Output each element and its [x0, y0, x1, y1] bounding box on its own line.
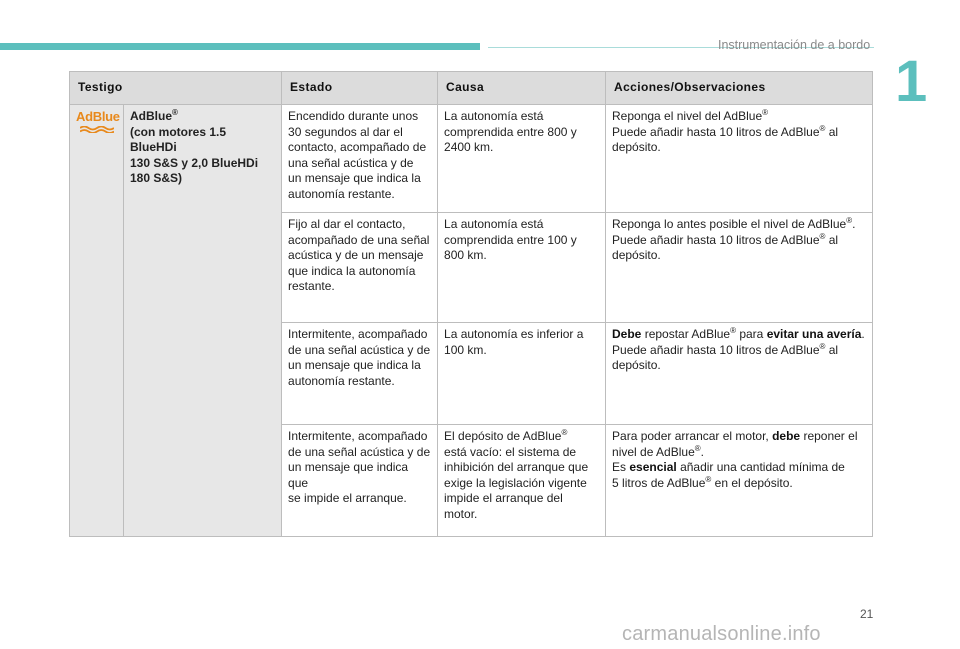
chapter-number: 1 [895, 49, 928, 114]
estado-cell: Intermitente, acompañado de una señal acústica y de un mensaje que indica la autonomía restante. [282, 323, 438, 425]
watermark: carmanualsonline.info [622, 623, 821, 645]
estado-cell: Encendido durante unos 30 segundos al dar el contacto, acompañado de una señal acústica y de un mensaje que indica la autonomía restante. [282, 105, 438, 213]
acciones-cell: Reponga el nivel del AdBlue® Puede añadir hasta 10 litros de AdBlue® al depósito. [606, 105, 873, 213]
adblue-icon-label: AdBlue [76, 109, 120, 124]
section-title: Instrumentación de a bordo [718, 38, 871, 52]
causa-cell: La autonomía es inferior a 100 km. [438, 323, 606, 425]
column-header-causa: Causa [438, 72, 606, 105]
indicator-name: AdBlue® (con motores 1.5 BlueHDi 130 S&S y 2,0 BlueHDi 180 S&S) [124, 105, 282, 537]
table-header-row [70, 72, 873, 105]
acciones-cell: Debe repostar AdBlue® para evitar una avería. Puede añadir hasta 10 litros de AdBlue® al depósito. [606, 323, 873, 425]
causa-cell: La autonomía está comprendida entre 800 y 2400 km. [438, 105, 606, 213]
acciones-cell: Reponga lo antes posible el nivel de AdBlue®. Puede añadir hasta 10 litros de AdBlue® al depósito. [606, 213, 873, 323]
header-accent-bar [0, 43, 480, 50]
causa-cell: La autonomía está comprendida entre 100 y 800 km. [438, 213, 606, 323]
wave-icon [80, 126, 114, 133]
estado-cell: Intermitente, acompañado de una señal acústica y de un mensaje que indica que se impide el arranque. [282, 425, 438, 537]
warning-lights-table [69, 71, 873, 537]
acciones-cell: Para poder arrancar el motor, debe reponer el nivel de AdBlue®. Es esencial añadir una cantidad mínima de 5 litros de AdBlue® en el depósito. [606, 425, 873, 537]
column-header-testigo: Testigo [70, 72, 282, 105]
estado-cell: Fijo al dar el contacto, acompañado de una señal acústica y de un mensaje que indica la autonomía restante. [282, 213, 438, 323]
table-row [70, 105, 873, 213]
column-header-estado: Estado [282, 72, 438, 105]
column-header-acciones: Acciones/Observaciones [606, 72, 873, 105]
causa-cell: El depósito de AdBlue® está vacío: el sistema de inhibición del arranque que exige la legislación vigente impide el arranque del motor. [438, 425, 606, 537]
adblue-warning-icon [70, 105, 124, 537]
page-number: 21 [860, 607, 874, 621]
